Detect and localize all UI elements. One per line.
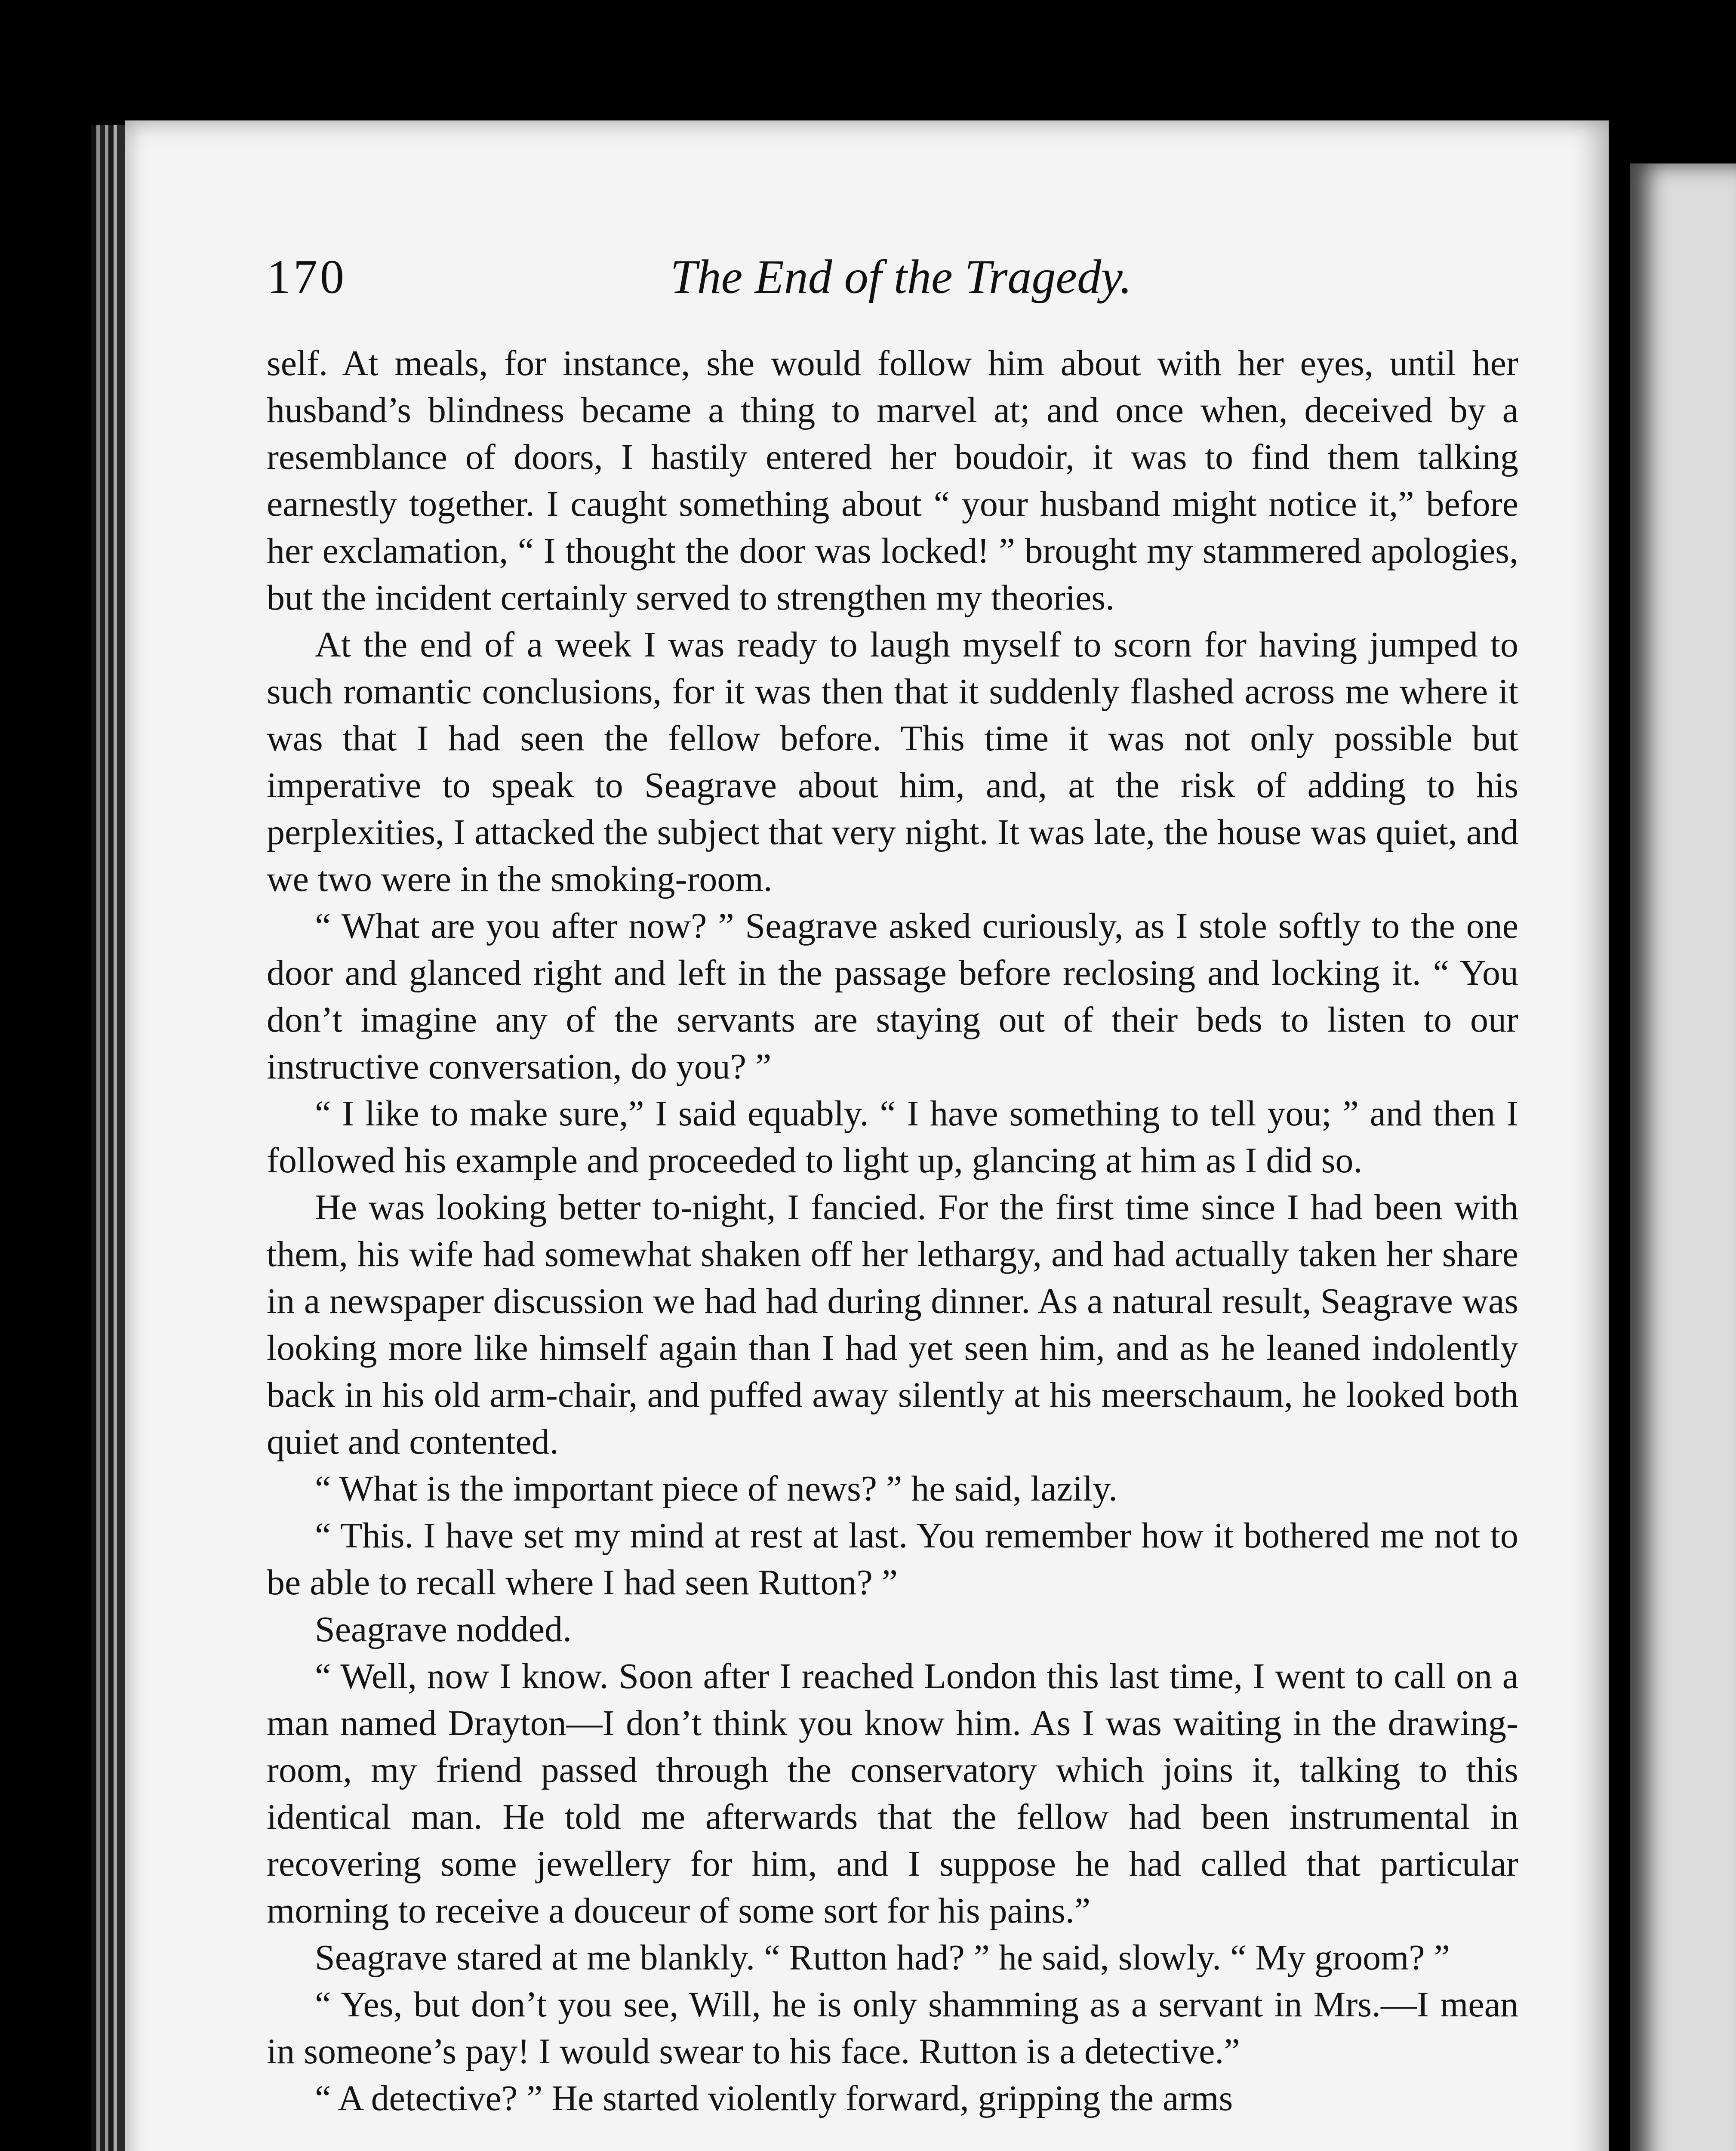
paragraph: “ This. I have set my mind at rest at last. You remember how it bothered me not to be able to recall where I had seen Rutton? ” — [267, 1516, 1518, 1602]
facing-page-edge — [1630, 163, 1736, 2151]
paragraph: “ A detective? ” He started violently forward, gripping the arms — [315, 2078, 1233, 2118]
paragraph: “ Yes, but don’t you see, Will, he is only shamming as a servant in Mrs.—I mean in someone’s pay! I would swear to his face. Rutton is a detective.” — [267, 1985, 1518, 2071]
body-text — [267, 340, 1518, 2122]
paragraph: “ Well, now I know. Soon after I reached London this last time, I went to call on a man named Drayton—I don’t think you know him. As I was waiting in the drawing-room, my friend passed through the conservatory which joins it, talking to this identical man. He told me afterwards that the fellow had been instrumental in recovering some jewellery for him, and I suppose he had called that particular morning to receive a douceur of some sort for his pains.” — [267, 1656, 1518, 1931]
paragraph: He was looking better to-night, I fancied. For the first time since I had been with them, his wife had somewhat shaken off her lethargy, and had actually taken her share in a newspaper discussion we had had during dinner. As a natural result, Seagrave was looking more like himself again than I had yet seen him, and as he leaned indolently back in his old arm-chair, and puffed away silently at his meerschaum, he looked both quiet and contented. — [267, 1187, 1518, 1462]
book-page-edges — [91, 125, 126, 2151]
paragraph: Seagrave nodded. — [315, 1609, 572, 1649]
running-title: The End of the Tragedy. — [670, 250, 1132, 304]
paragraph: “ I like to make sure,” I said equably. “ I have something to tell you; ” and then I followed his example and proceeded to light up, glancing at him as I did so. — [267, 1094, 1518, 1180]
paragraph: self. At meals, for instance, she would follow him about with her eyes, until her husband’s blindness became a thing to marvel at; and once when, deceived by a resemblance of doors, I hastily entered her boudoir, it was to find them talking earnestly together. I caught something about “ your husband might notice it,” before her exclamation, “ I thought the door was locked! ” brought my stammered apologies, but the incident certainly served to strengthen my theories. — [267, 343, 1518, 618]
paragraph: “ What is the important piece of news? ” he said, lazily. — [315, 1469, 1118, 1509]
paragraph: At the end of a week I was ready to laugh myself to scorn for having jumped to such romantic conclusions, for it was then that it suddenly flashed across me where it was that I had seen the fellow before. This time it was not only possible but imperative to speak to Seagrave about him, and, at the risk of adding to his perplexities, I attacked the subject that very night. It was late, the house was quiet, and we two were in the smoking-room. — [267, 625, 1518, 899]
paragraph: Seagrave stared at me blankly. “ Rutton had? ” he said, slowly. “ My groom? ” — [315, 1938, 1450, 1978]
page-header — [267, 250, 1536, 310]
page-number: 170 — [267, 250, 347, 304]
paragraph: “ What are you after now? ” Seagrave asked curiously, as I stole softly to the one door and glanced right and left in the passage before reclosing and locking it. “ You don’t imagine any of the servants are staying out of their beds to listen to our instructive conversation, do you? ” — [267, 906, 1518, 1087]
